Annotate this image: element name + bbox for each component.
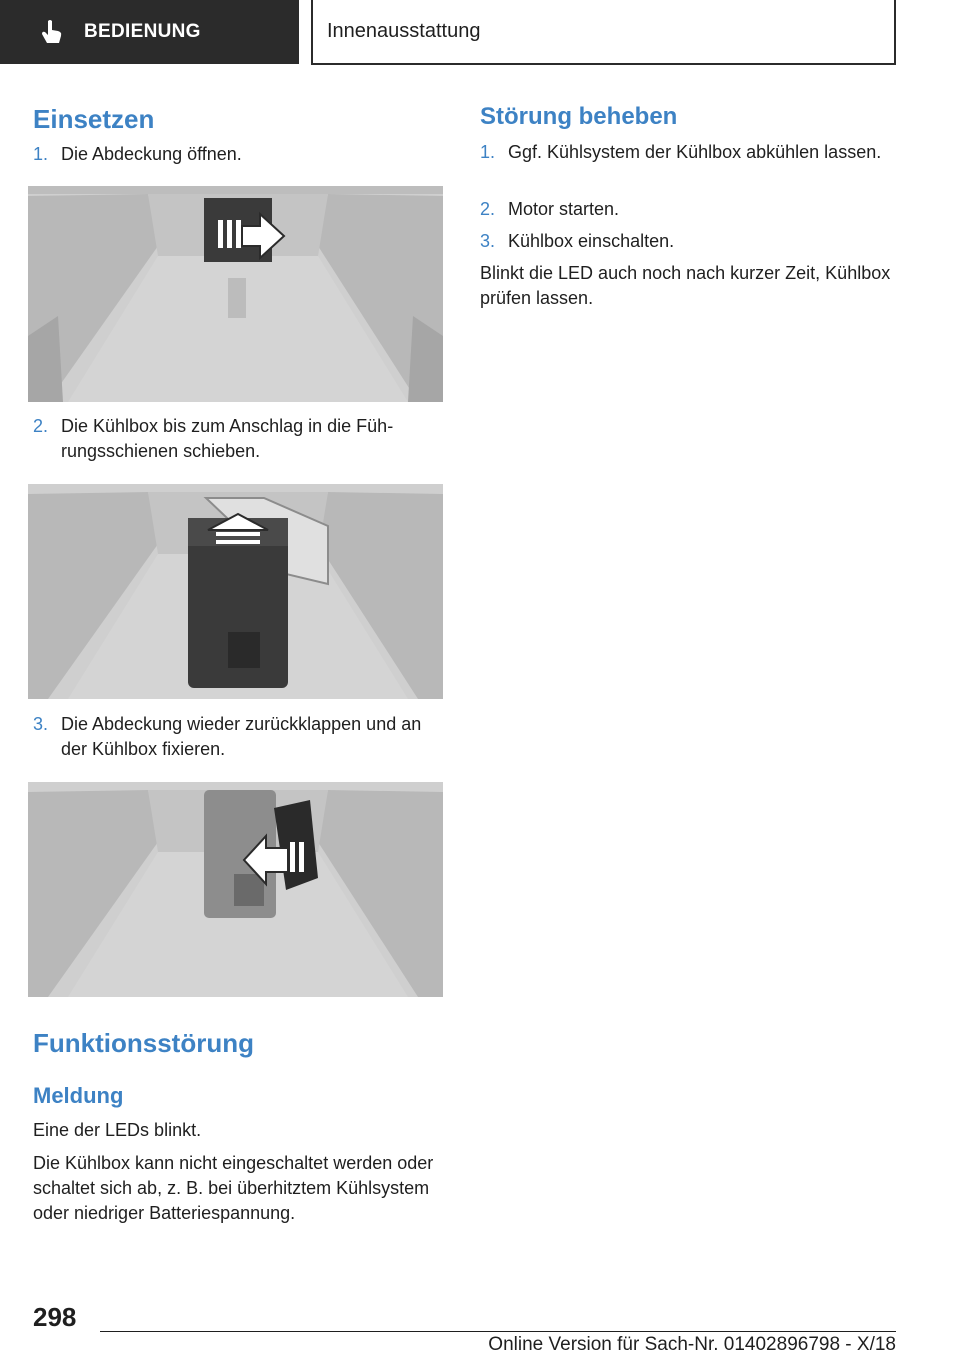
chapter-label: BEDIENUNG	[84, 21, 201, 42]
step-3	[33, 712, 448, 762]
figure-open-cover	[28, 186, 443, 402]
trunk-illustration-3	[28, 782, 443, 997]
page-number: 298	[33, 1302, 77, 1332]
hand-pointer-icon	[40, 19, 64, 45]
message-paragraph-1: Eine der LEDs blinkt.	[33, 1120, 202, 1140]
footer-text: Online Version für Sach-Nr. 01402896798 - X/18	[488, 1334, 896, 1355]
trunk-illustration-1	[28, 186, 443, 402]
message-paragraph-2: Die Kühlbox kann nicht eingeschaltet werden oder schaltet sich ab, z. B. bei überhitztem Kühlsystem oder niedriger Batteriespannung.	[33, 1153, 434, 1223]
step-number: 3.	[480, 231, 496, 251]
fix-step-2	[480, 197, 890, 222]
chapter-tab	[0, 0, 299, 64]
step-number: 1.	[480, 142, 496, 162]
step-text: Die Abdeckung öffnen.	[61, 144, 242, 164]
fix-step-3	[480, 229, 890, 254]
section-title-insert: Einsetzen	[33, 104, 155, 134]
troubleshoot-note: Blinkt die LED auch noch nach kurzer Zeit, Kühlbox prüfen lassen.	[480, 263, 891, 308]
fix-step-1	[480, 140, 890, 165]
subsection-title-message: Meldung	[33, 1083, 124, 1108]
step-text: Die Abdeckung wieder zurückklappen und an der Kühlbox fixieren.	[61, 714, 422, 759]
step-number: 3.	[33, 714, 49, 734]
step-text: Motor starten.	[508, 199, 620, 219]
trunk-illustration-2	[28, 484, 443, 699]
step-1	[33, 142, 443, 167]
step-text: Die Kühlbox bis zum Anschlag in die Führungsschienen schieben.	[61, 416, 394, 461]
figure-insert-box	[28, 484, 443, 699]
step-text: Kühlbox einschalten.	[508, 231, 675, 251]
figure-close-cover	[28, 782, 443, 997]
step-number: 2.	[480, 199, 496, 219]
section-title-malfunction: Funktionsstörung	[33, 1028, 254, 1058]
section-header	[311, 0, 896, 65]
step-number: 1.	[33, 144, 49, 164]
footer-divider	[100, 1331, 896, 1332]
step-number: 2.	[33, 416, 49, 436]
step-2	[33, 414, 443, 464]
section-label: Innenausstattung	[327, 20, 481, 42]
step-text: Ggf. Kühlsystem der Kühlbox abkühlen lassen.	[508, 142, 882, 162]
section-title-troubleshoot: Störung beheben	[480, 103, 678, 130]
